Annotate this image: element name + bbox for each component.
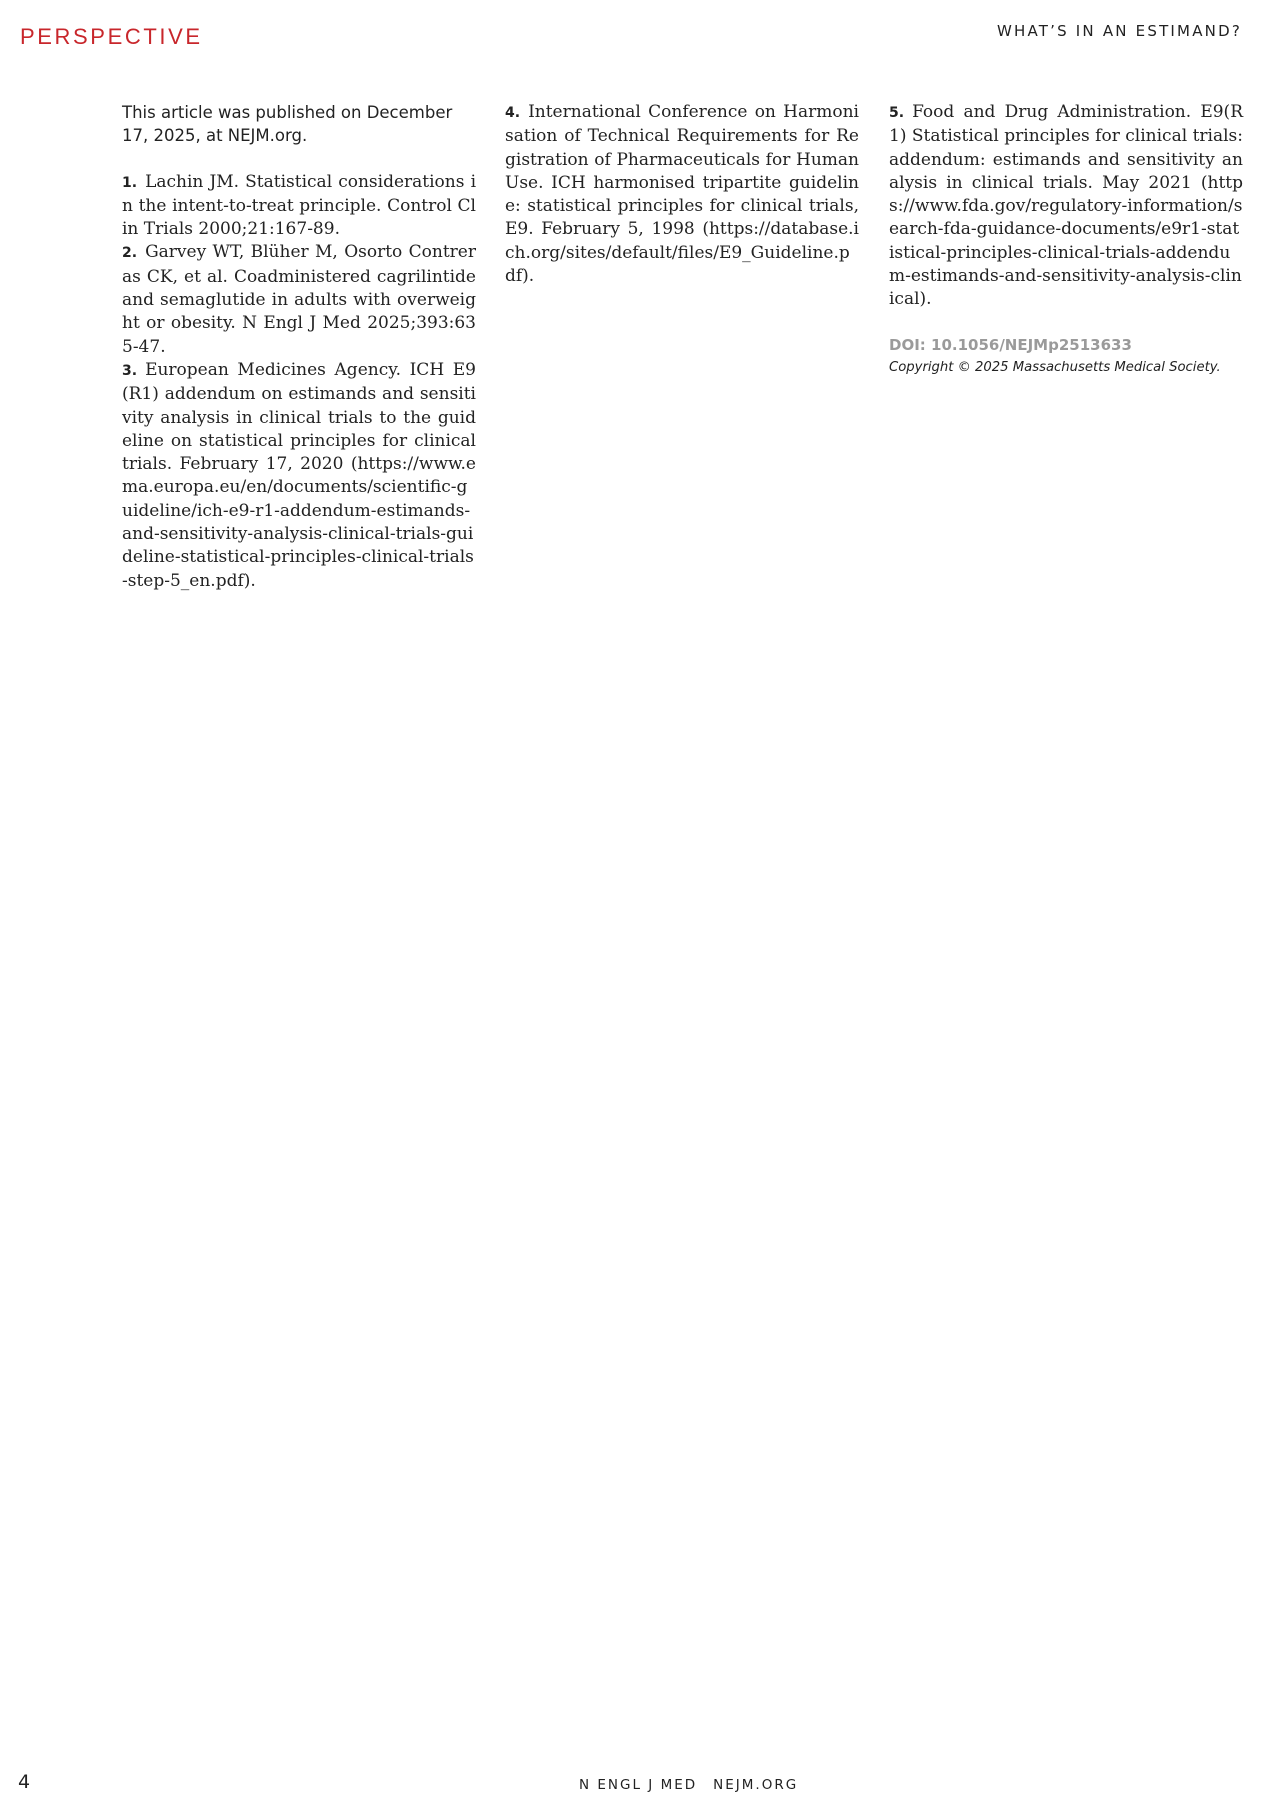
reference-text: European Medicines Agency. ICH E9 (R1) addendum on estimands and sensitivity analysis in clinical trials to the guideline on statistical principles for clinical trials. February 17, 2020 (https://www.ema.europa.eu/en/documents/scientific-guideline/ich-e9-r1-addendum-estimands-and-sensitivity-analysis-clinical-trials-guideline-statistical-principles-clinical-trials-step-5_en.pdf). [122, 359, 476, 591]
reference-number: 5. [889, 105, 905, 121]
reference-3 [122, 359, 476, 593]
reference-number: 2. [122, 245, 138, 262]
column-3 [889, 101, 1243, 380]
reference-number: 4. [505, 105, 521, 121]
reference-text: Food and Drug Administration. E9(R1) Statistical principles for clinical trials: addendum: estimands and sensitivity analysis in clinical trials. May 2021 (https://www.fda.gov/regulatory-information/search-fda-guidance-documents/e9r1-statistical-principles-clinical-trials-addendum-estimands-and-sensitivity-analysis-clinical). [889, 102, 1243, 310]
running-title: WHAT’S IN AN ESTIMAND? [996, 22, 1242, 40]
publication-note: This article was published on December 17, 2025, at NEJM.org. [122, 103, 453, 146]
reference-text: Lachin JM. Statistical considerations in the intent-to-treat principle. Control Clin Trials 2000;21:167-89. [122, 171, 476, 240]
reference-5 [889, 101, 1243, 312]
reference-1 [122, 171, 476, 242]
journal-site: NEJM.ORG [713, 1777, 799, 1793]
doi: DOI: 10.1056/NEJMp2513633 [889, 335, 1132, 354]
reference-2 [122, 241, 476, 358]
column-2 [505, 101, 859, 288]
copyright: Copyright © 2025 Massachusetts Medical Society. [889, 359, 1221, 375]
reference-text: International Conference on Harmonisation of Technical Requirements for Registration of Pharmaceuticals for Human Use. ICH harmonised tripartite guideline: statistical principles for clinical trials, E9. February 5, 1998 (https://database.ich.org/sites/default/files/E9_Guideline.pdf). [505, 102, 859, 287]
footer-journal [579, 1777, 798, 1793]
column-1 [122, 101, 476, 593]
section-label: PERSPECTIVE [20, 24, 203, 49]
reference-number: 3. [122, 362, 138, 379]
reference-4 [505, 101, 859, 288]
reference-number: 1. [122, 174, 138, 191]
reference-text: Garvey WT, Blüher M, Osorto Contreras CK, et al. Coadministered cagrilintide and semaglutide in adults with overweight or obesity. N Engl J Med 2025;393:635-47. [122, 242, 476, 357]
page-number: 4 [18, 1771, 31, 1793]
journal-abbrev: N ENGL J MED [579, 1777, 698, 1793]
